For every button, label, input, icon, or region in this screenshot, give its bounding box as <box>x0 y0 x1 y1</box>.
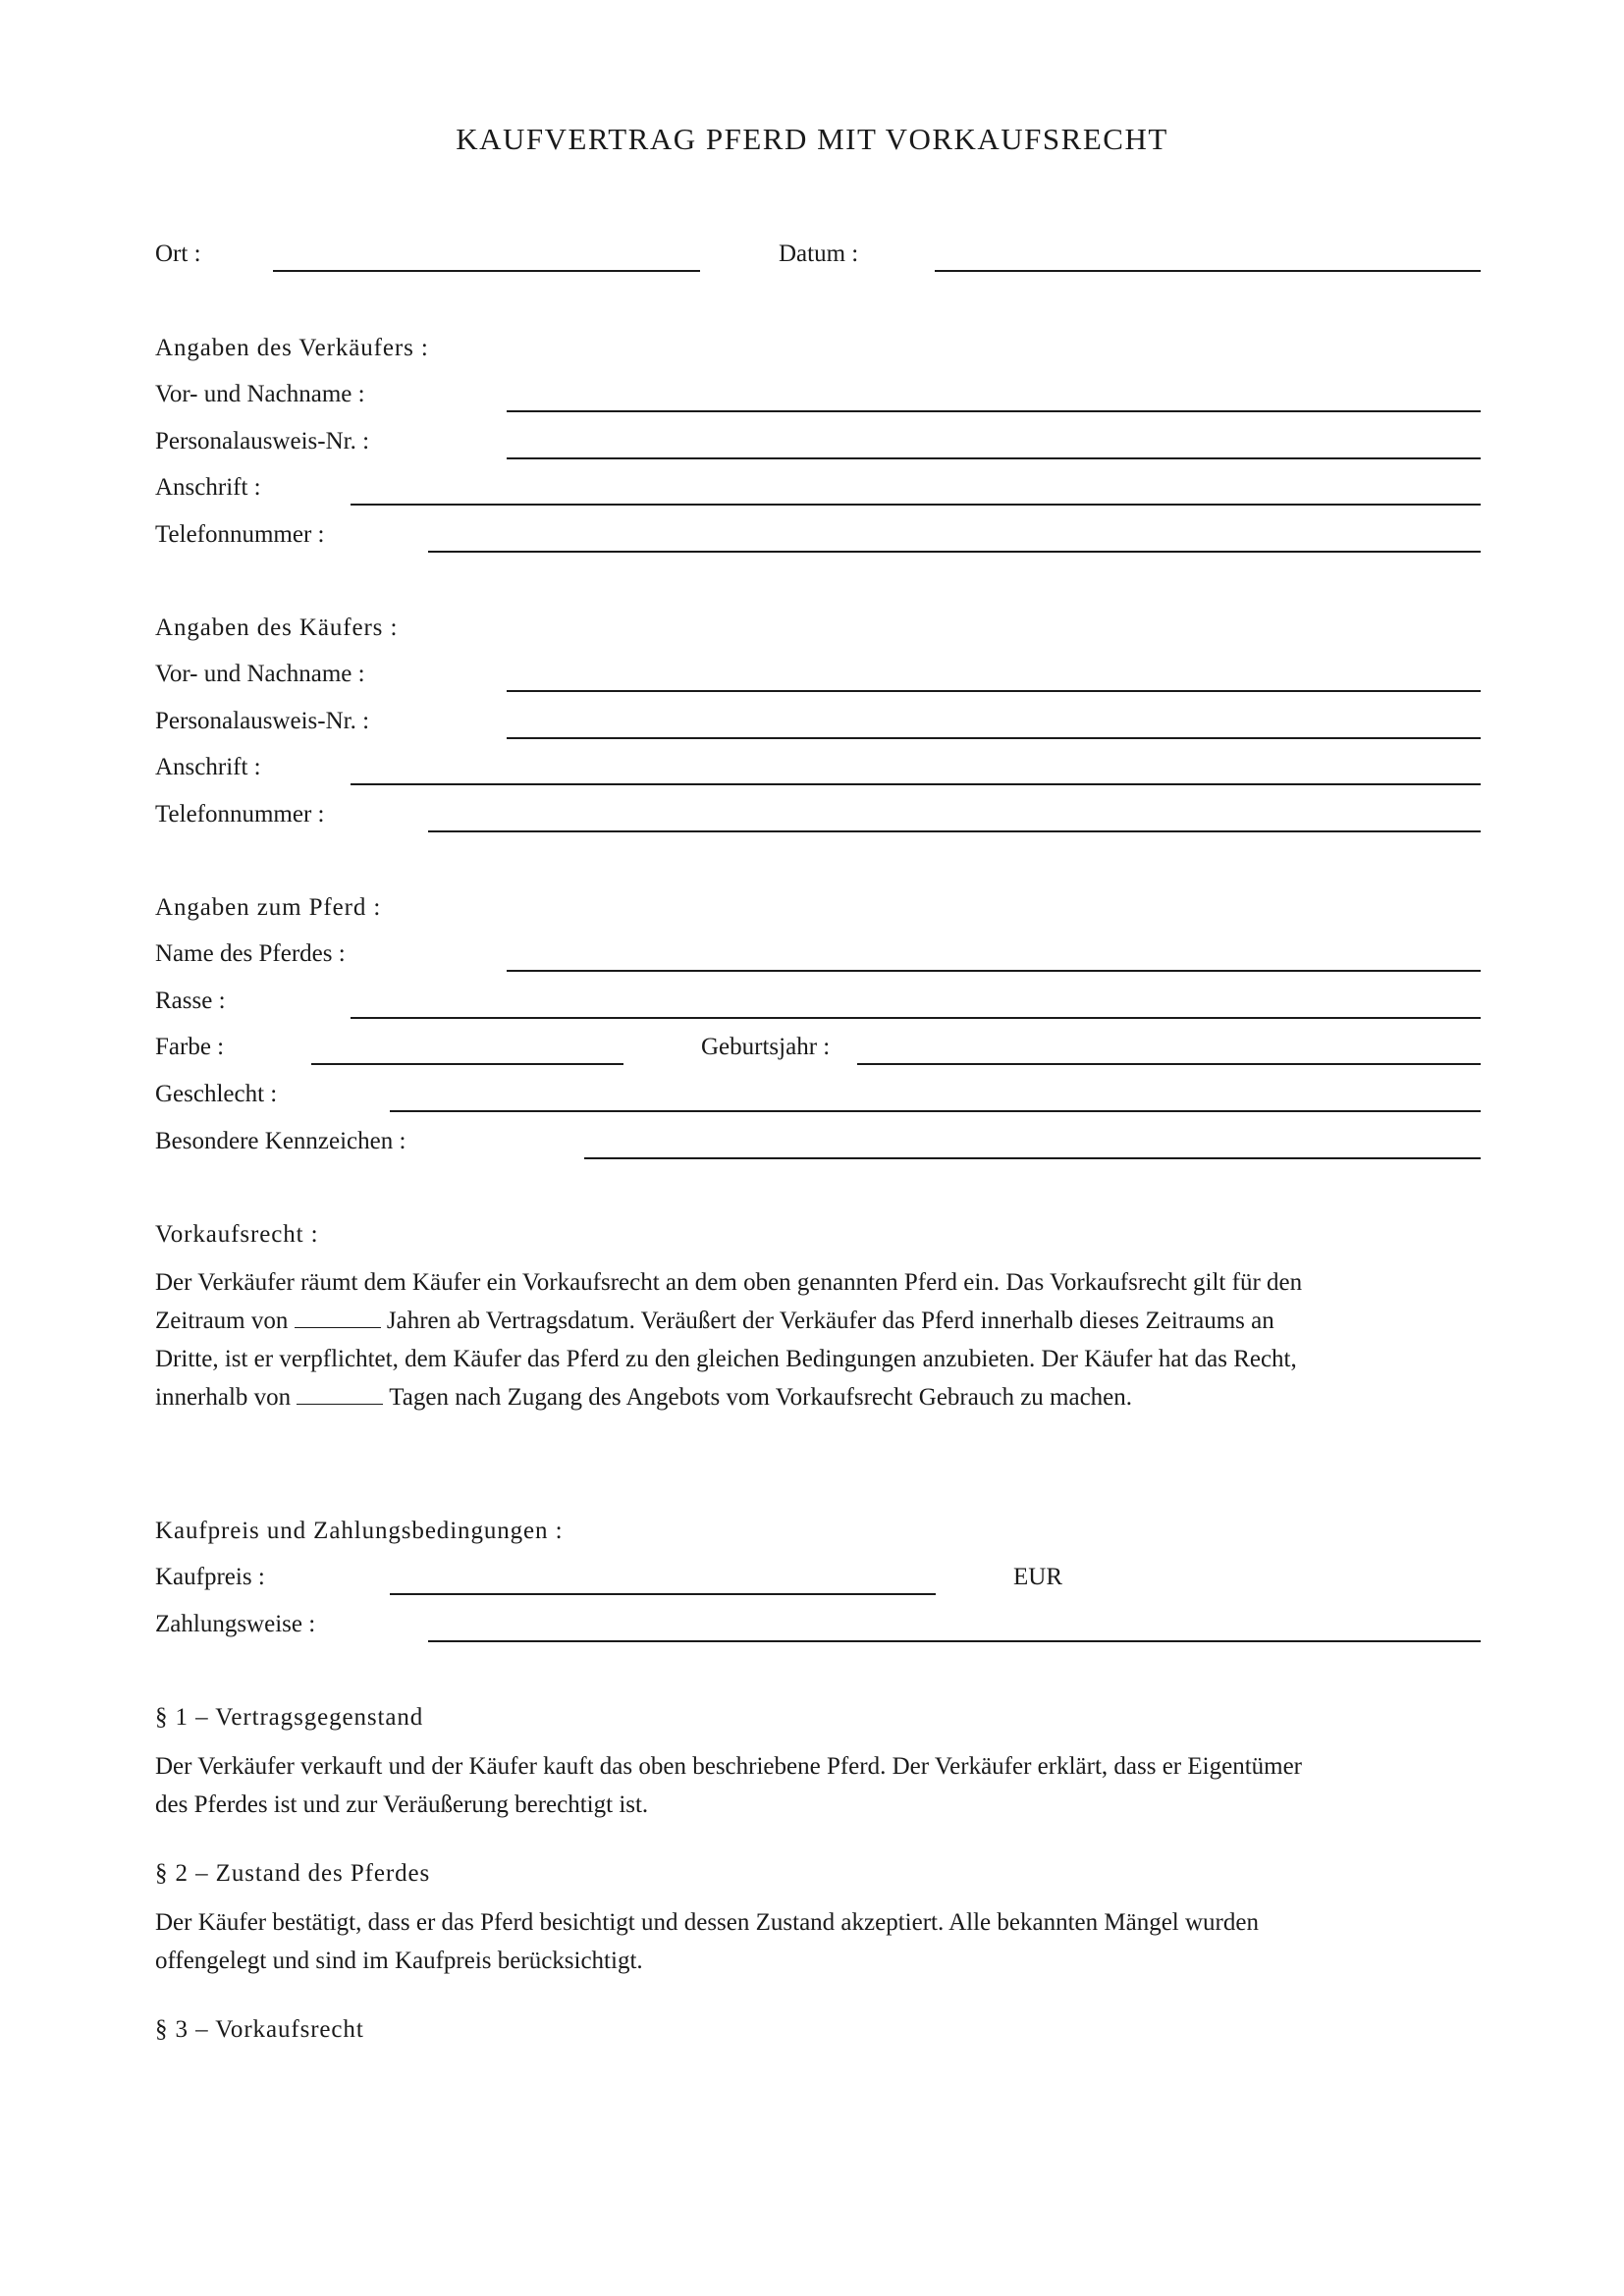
horse-marks-label: Besondere Kennzeichen : <box>155 1128 406 1154</box>
section-3-heading: § 3 – Vorkaufsrecht <box>155 2016 364 2043</box>
buyer-phone-label: Telefonnummer : <box>155 801 325 828</box>
seller-name-label: Vor- und Nachname : <box>155 381 365 407</box>
horse-sex-label: Geschlecht : <box>155 1081 278 1107</box>
datum-field[interactable] <box>935 270 1481 272</box>
horse-name-field[interactable] <box>507 970 1481 972</box>
horse-name-label: Name des Pferdes : <box>155 940 346 967</box>
section-2-body <box>155 1903 1490 1980</box>
horse-color-label: Farbe : <box>155 1034 225 1060</box>
preemption-line-4-end: Tagen nach Zugang des Angebots vom Vorkaufsrecht Gebrauch zu machen. <box>383 1384 1133 1411</box>
seller-phone-field[interactable] <box>428 551 1481 553</box>
section-2-line-2: offengelegt und sind im Kaufpreis berücksichtigt. <box>155 1948 643 1974</box>
horse-color-field[interactable] <box>311 1063 623 1065</box>
document-title: KAUFVERTRAG PFERD MIT VORKAUFSRECHT <box>456 122 1168 156</box>
horse-birthyear-label: Geburtsjahr : <box>701 1034 831 1060</box>
section-2-line-1: Der Käufer bestätigt, dass er das Pferd besichtigt und dessen Zustand akzeptiert. Alle bekannten Mängel wurden <box>155 1909 1259 1936</box>
seller-phone-label: Telefonnummer : <box>155 521 325 548</box>
seller-id-field[interactable] <box>507 457 1481 459</box>
buyer-address-field[interactable] <box>351 783 1481 785</box>
preemption-years-blank[interactable] <box>295 1307 381 1328</box>
payment-field[interactable] <box>428 1640 1481 1642</box>
buyer-heading: Angaben des Käufers : <box>155 614 399 641</box>
price-label: Kaufpreis : <box>155 1564 265 1590</box>
preemption-line-3: Dritte, ist er verpflichtet, dem Käufer das Pferd zu den gleichen Bedingungen anzubieten. Der Käufer hat das Recht, <box>155 1346 1297 1372</box>
preemption-heading: Vorkaufsrecht : <box>155 1221 319 1248</box>
ort-field[interactable] <box>273 270 700 272</box>
preemption-line-1: Der Verkäufer räumt dem Käufer ein Vorkaufsrecht an dem oben genannten Pferd ein. Das Vorkaufsrecht gilt für den <box>155 1269 1303 1296</box>
price-heading: Kaufpreis und Zahlungsbedingungen : <box>155 1518 564 1544</box>
ort-label: Ort : <box>155 240 201 267</box>
seller-heading: Angaben des Verkäufers : <box>155 335 429 361</box>
preemption-paragraph <box>155 1263 1490 1416</box>
datum-label: Datum : <box>779 240 859 267</box>
seller-name-field[interactable] <box>507 410 1481 412</box>
seller-address-label: Anschrift : <box>155 474 261 501</box>
preemption-line-2-end: Jahren ab Vertragsdatum. Veräußert der Verkäufer das Pferd innerhalb dieses Zeitraums an <box>380 1308 1274 1334</box>
horse-breed-field[interactable] <box>351 1017 1481 1019</box>
preemption-line-2-start: Zeitraum von <box>155 1308 295 1334</box>
section-1-line-2: des Pferdes ist und zur Veräußerung berechtigt ist. <box>155 1791 649 1818</box>
buyer-name-field[interactable] <box>507 690 1481 692</box>
section-1-heading: § 1 – Vertragsgegenstand <box>155 1704 424 1731</box>
horse-sex-field[interactable] <box>390 1110 1481 1112</box>
section-2-heading: § 2 – Zustand des Pferdes <box>155 1860 431 1887</box>
buyer-id-label: Personalausweis-Nr. : <box>155 708 370 734</box>
preemption-line-2 <box>155 1302 1490 1340</box>
preemption-days-blank[interactable] <box>297 1383 383 1405</box>
horse-marks-field[interactable] <box>584 1157 1481 1159</box>
payment-label: Zahlungsweise : <box>155 1611 316 1637</box>
buyer-address-label: Anschrift : <box>155 754 261 780</box>
section-1-body <box>155 1747 1490 1824</box>
buyer-id-field[interactable] <box>507 737 1481 739</box>
preemption-line-4-start: innerhalb von <box>155 1384 298 1411</box>
section-1-line-1: Der Verkäufer verkauft und der Käufer kauft das oben beschriebene Pferd. Der Verkäufer erklärt, dass er Eigentümer <box>155 1753 1303 1780</box>
buyer-phone-field[interactable] <box>428 830 1481 832</box>
buyer-name-label: Vor- und Nachname : <box>155 661 365 687</box>
price-field[interactable] <box>390 1593 936 1595</box>
horse-birthyear-field[interactable] <box>857 1063 1481 1065</box>
horse-breed-label: Rasse : <box>155 988 226 1014</box>
price-currency: EUR <box>1013 1564 1062 1590</box>
seller-id-label: Personalausweis-Nr. : <box>155 428 370 454</box>
preemption-line-4 <box>155 1378 1490 1416</box>
seller-address-field[interactable] <box>351 504 1481 506</box>
horse-heading: Angaben zum Pferd : <box>155 894 382 921</box>
